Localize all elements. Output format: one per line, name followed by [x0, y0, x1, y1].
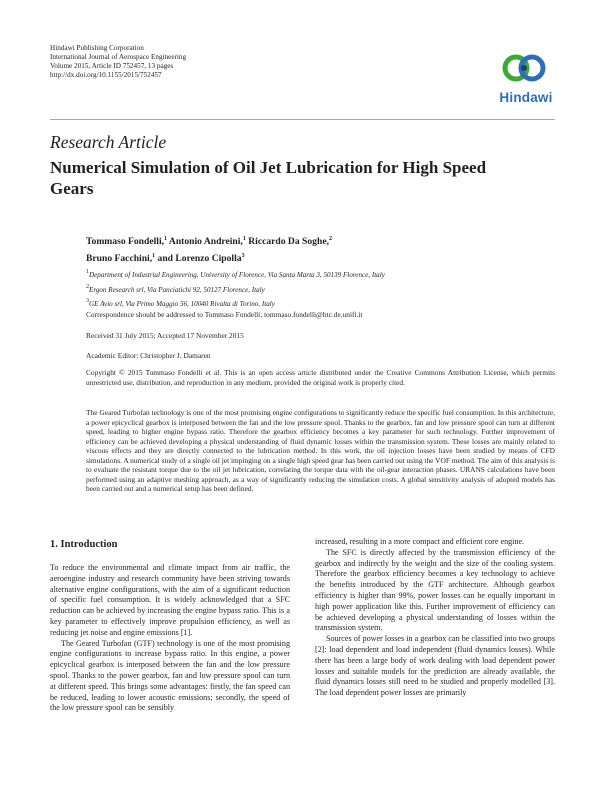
abstract: The Geared Turbofan technology is one of the most promising engine configurations to significantly reduce the specific fuel consumption. In this architecture, a power epicyclical gearbox is interposed between the fan and the low pressure spool. Thanks to the gearbox, fan and low pressure spool can turn at different speed, leading to higher engine bypass ratio. Therefore the gearbox efficiency becomes a key parameter for such technology. Further improvement of efficiency can be achieved developing a physical understanding of fluid dynamic losses within the transmission system. These losses are mainly related to viscous effects and they are directly connected to the lubrication method. In this work, the oil injection losses have been studied by means of CFD simulations. A numerical study of a single oil jet impinging on a single high speed gear has been carried out using the VOF method. The aim of this analysis is to evaluate the resistant torque due to the oil jet lubrication, correlating the torque data with the oil-gear interaction phases. URANS calculations have been performed using an adaptive meshing approach, as a way of significantly reducing the simulation costs. A global sensitivity analysis of adopted models has been carried out and a numerical setup has been defined. [86, 408, 555, 494]
academic-editor: Academic Editor: Christopher J. Damaren [86, 351, 211, 360]
affiliation-text: GE Avio srl, Via Primo Maggio 56, 10040 Rivalta di Torino, Italy [89, 300, 275, 308]
affiliation-item [86, 282, 526, 297]
paragraph: increased, resulting in a more compact and efficient core engine. [315, 537, 525, 546]
affiliations [86, 267, 526, 311]
journal-header [50, 44, 186, 80]
paragraph: The Geared Turbofan (GTF) technology is one of the most promising engine configurations to increase bypass ratio. In this engine, a power epicyclical gearbox is interposed between the fan and the low pressure spool. Thanks to the power gearbox, fan and low pressure spool can turn at different speed. This brings some advantages: firstly, the fan speed can be reduced, leading to lower acoustic emissions; secondly, the speed of the low pressure spool can be sensibly [50, 638, 290, 713]
author-list [86, 232, 526, 266]
article-title: Numerical Simulation of Oil Jet Lubrication for High Speed Gears [50, 158, 487, 198]
author-sup: 2 [328, 236, 332, 242]
copyright-notice: Copyright © 2015 Tommaso Fondelli et al. This is an open access article distributed under the Creative Commons Attribution License, which permits unrestricted use, distribution, and reproduction in any medium, provided the original work is properly cited. [86, 368, 555, 387]
section-heading-introduction: 1. Introduction [50, 539, 118, 550]
affiliation-sup: 2 [86, 283, 89, 290]
author: Riccardo Da Soghe, [248, 236, 329, 247]
right-column [315, 537, 555, 699]
left-column [50, 563, 290, 714]
article-type: Research Article [50, 132, 167, 152]
author: Bruno Facchini, [86, 253, 153, 264]
affiliation-text: Department of Industrial Engineering, University of Florence, Via Santa Marta 3, 50139 Florence, Italy [89, 271, 385, 279]
received-accepted-dates: Received 31 July 2015; Accepted 17 November 2015 [86, 331, 244, 340]
author-sup: 1 [152, 253, 156, 259]
paragraph: The SFC is directly affected by the transmission efficiency of the gearbox and indirectly by the weight and the size of the cooling system. Therefore the gearbox efficiency becomes a key technology to achieve the benefits introduced by the GTF architecture. Although gearbox efficiency is higher than 99%, power losses can be equally important in high power application like this. Further improvement of efficiency can be achieved developing a physical understanding of losses within the transmission system. [315, 547, 555, 633]
affiliation-item [86, 267, 526, 282]
paragraph: Sources of power losses in a gearbox can be classified into two groups [2]: load dependent and load independent (fluid dynamics losses). While there has been a large body of work dealing with load dependent power losses and suitable models for the prediction are already available, the fluid dynamics losses still need to be studied and properly modelled [3]. The load dependent power losses are primarily [315, 634, 555, 698]
affiliation-sup: 3 [86, 298, 89, 304]
volume-info: Volume 2015, Article ID 752457, 13 pages [50, 62, 174, 70]
correspondence: Correspondence should be addressed to Tommaso Fondelli; tommaso.fondelli@htc.de.unifi.it [86, 310, 363, 319]
affiliation-text: Ergon Research srl, Via Panciatichi 92, 50127 Florence, Italy [89, 285, 265, 294]
logo-wordmark: Hindawi [499, 90, 553, 105]
doi-link[interactable]: http://dx.doi.org/10.1155/2015/752457 [50, 71, 162, 79]
journal-name: International Journal of Aerospace Engineering [50, 53, 187, 61]
author: Tommaso Fondelli, [86, 236, 165, 247]
author-sup: 1 [242, 236, 246, 242]
affiliation-item [86, 296, 526, 311]
affiliation-sup: 1 [86, 269, 89, 275]
author-sup: 3 [241, 253, 245, 259]
publisher-name: Hindawi Publishing Corporation [50, 44, 144, 52]
author: and Lorenzo Cipolla [157, 253, 242, 264]
author-sup: 1 [164, 236, 168, 242]
author: Antonio Andreini, [168, 236, 243, 247]
header-divider [50, 119, 555, 120]
paragraph: To reduce the environmental and climate impact from air traffic, the aeroengine industry and research community have been striving towards alternative engine configurations, with the aim of a significant reduction of specific fuel consumption. It is widely acknowledged that a SFC reduction can be achieved by increasing the engine bypass ratio. This is a key parameter to effectively improve propulsion efficiency, as well as reducing jet noise and engine emissions [1]. [50, 563, 290, 637]
